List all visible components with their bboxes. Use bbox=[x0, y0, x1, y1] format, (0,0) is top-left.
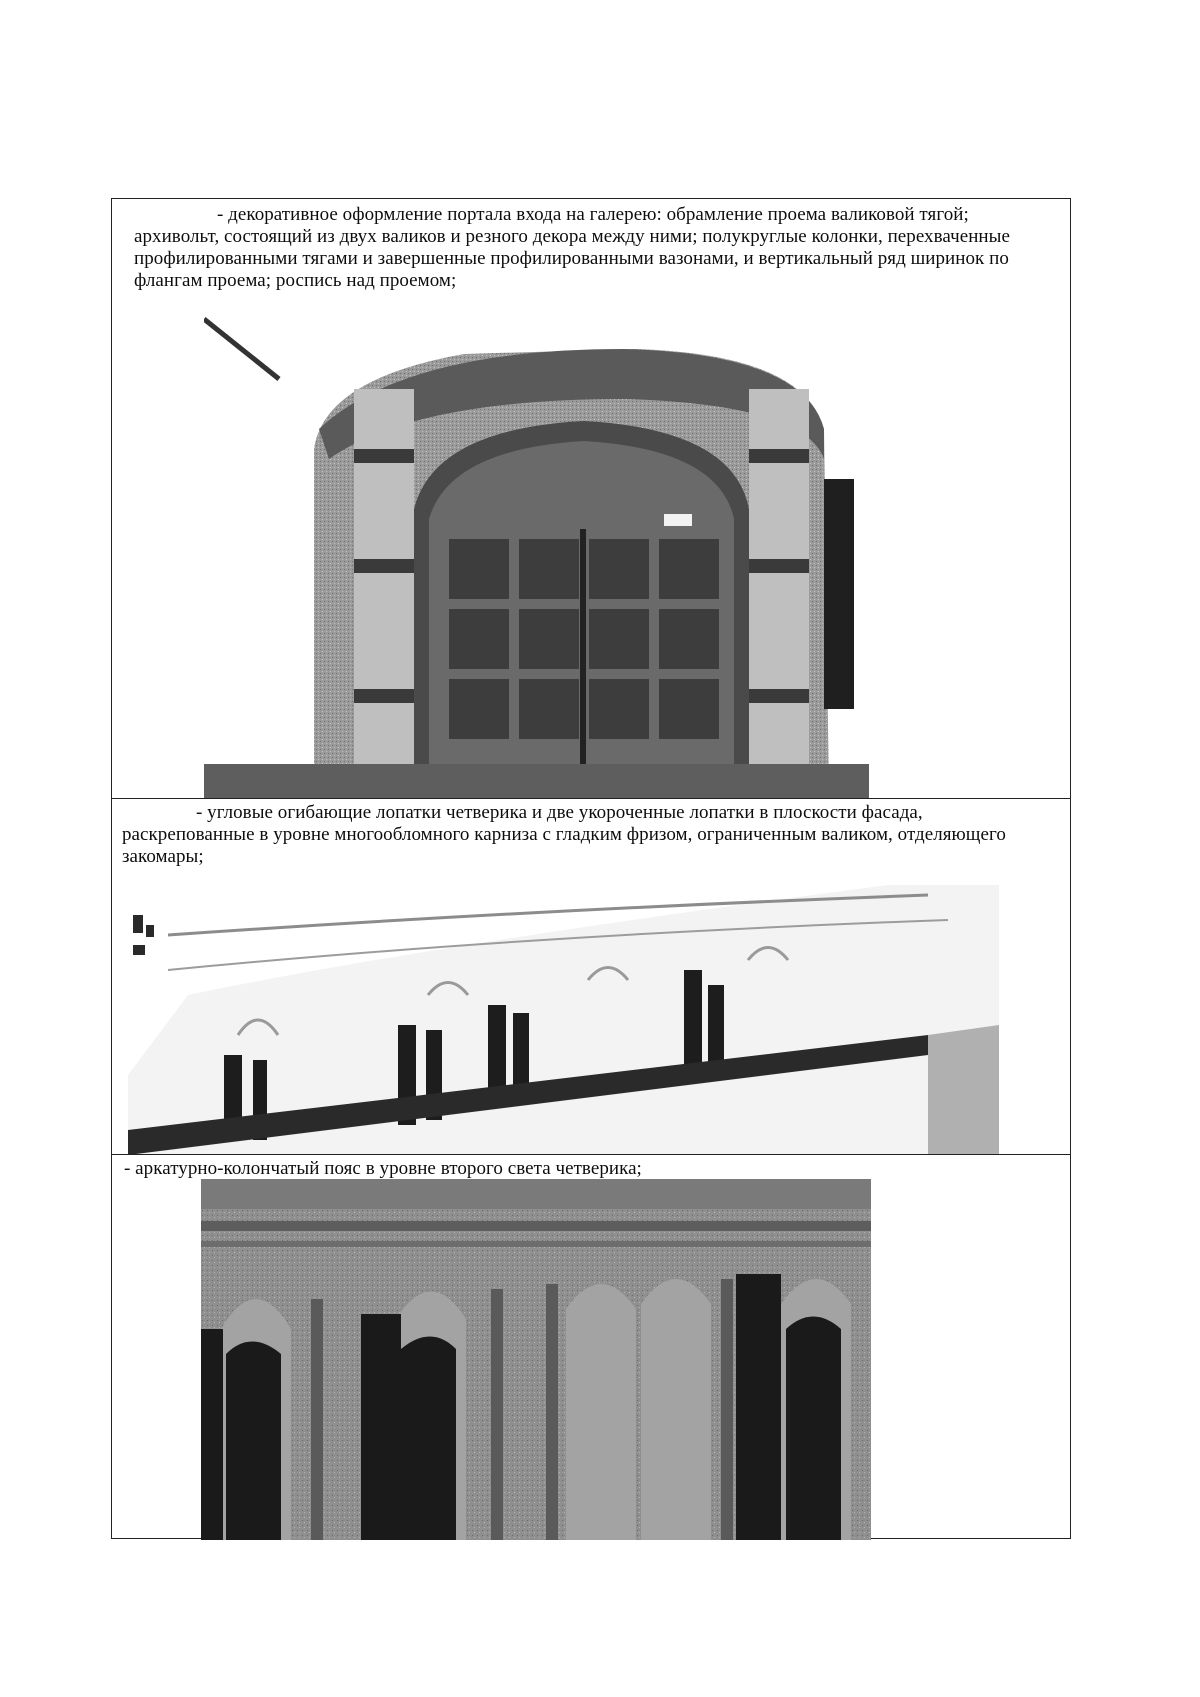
table-row bbox=[112, 799, 1070, 1155]
document-table bbox=[111, 198, 1071, 1539]
facade-image bbox=[128, 875, 999, 1155]
portal-image bbox=[204, 309, 869, 799]
arcature-photo bbox=[201, 1179, 871, 1540]
table-row bbox=[112, 1155, 1070, 1540]
portal-photo bbox=[204, 309, 869, 799]
table-row bbox=[112, 199, 1070, 799]
section-caption: - угловые огибающие лопатки четверика и две укороченные лопатки в плоскости фасада, раскрепованные в уровне многообломного карниза с гладким фризом, ограниченным валиком, отделяющего закомары; bbox=[122, 802, 1006, 867]
section-caption: - декоративное оформление портала входа на галерею: обрамление проема валиковой тягой; архивольт, состоящий из двух валиков и резного декора между ними; полукруглые колонки, перехваченные профилированными тягами и завершенные профилированными вазонами, и вертикальный ряд ширинок по флангам проема; роспись над проемом; bbox=[134, 204, 1010, 291]
section-caption: - аркатурно-колончатый пояс в уровне второго света четверика; bbox=[124, 1158, 642, 1179]
facade-photo bbox=[128, 875, 999, 1155]
arcature-image bbox=[201, 1179, 871, 1540]
